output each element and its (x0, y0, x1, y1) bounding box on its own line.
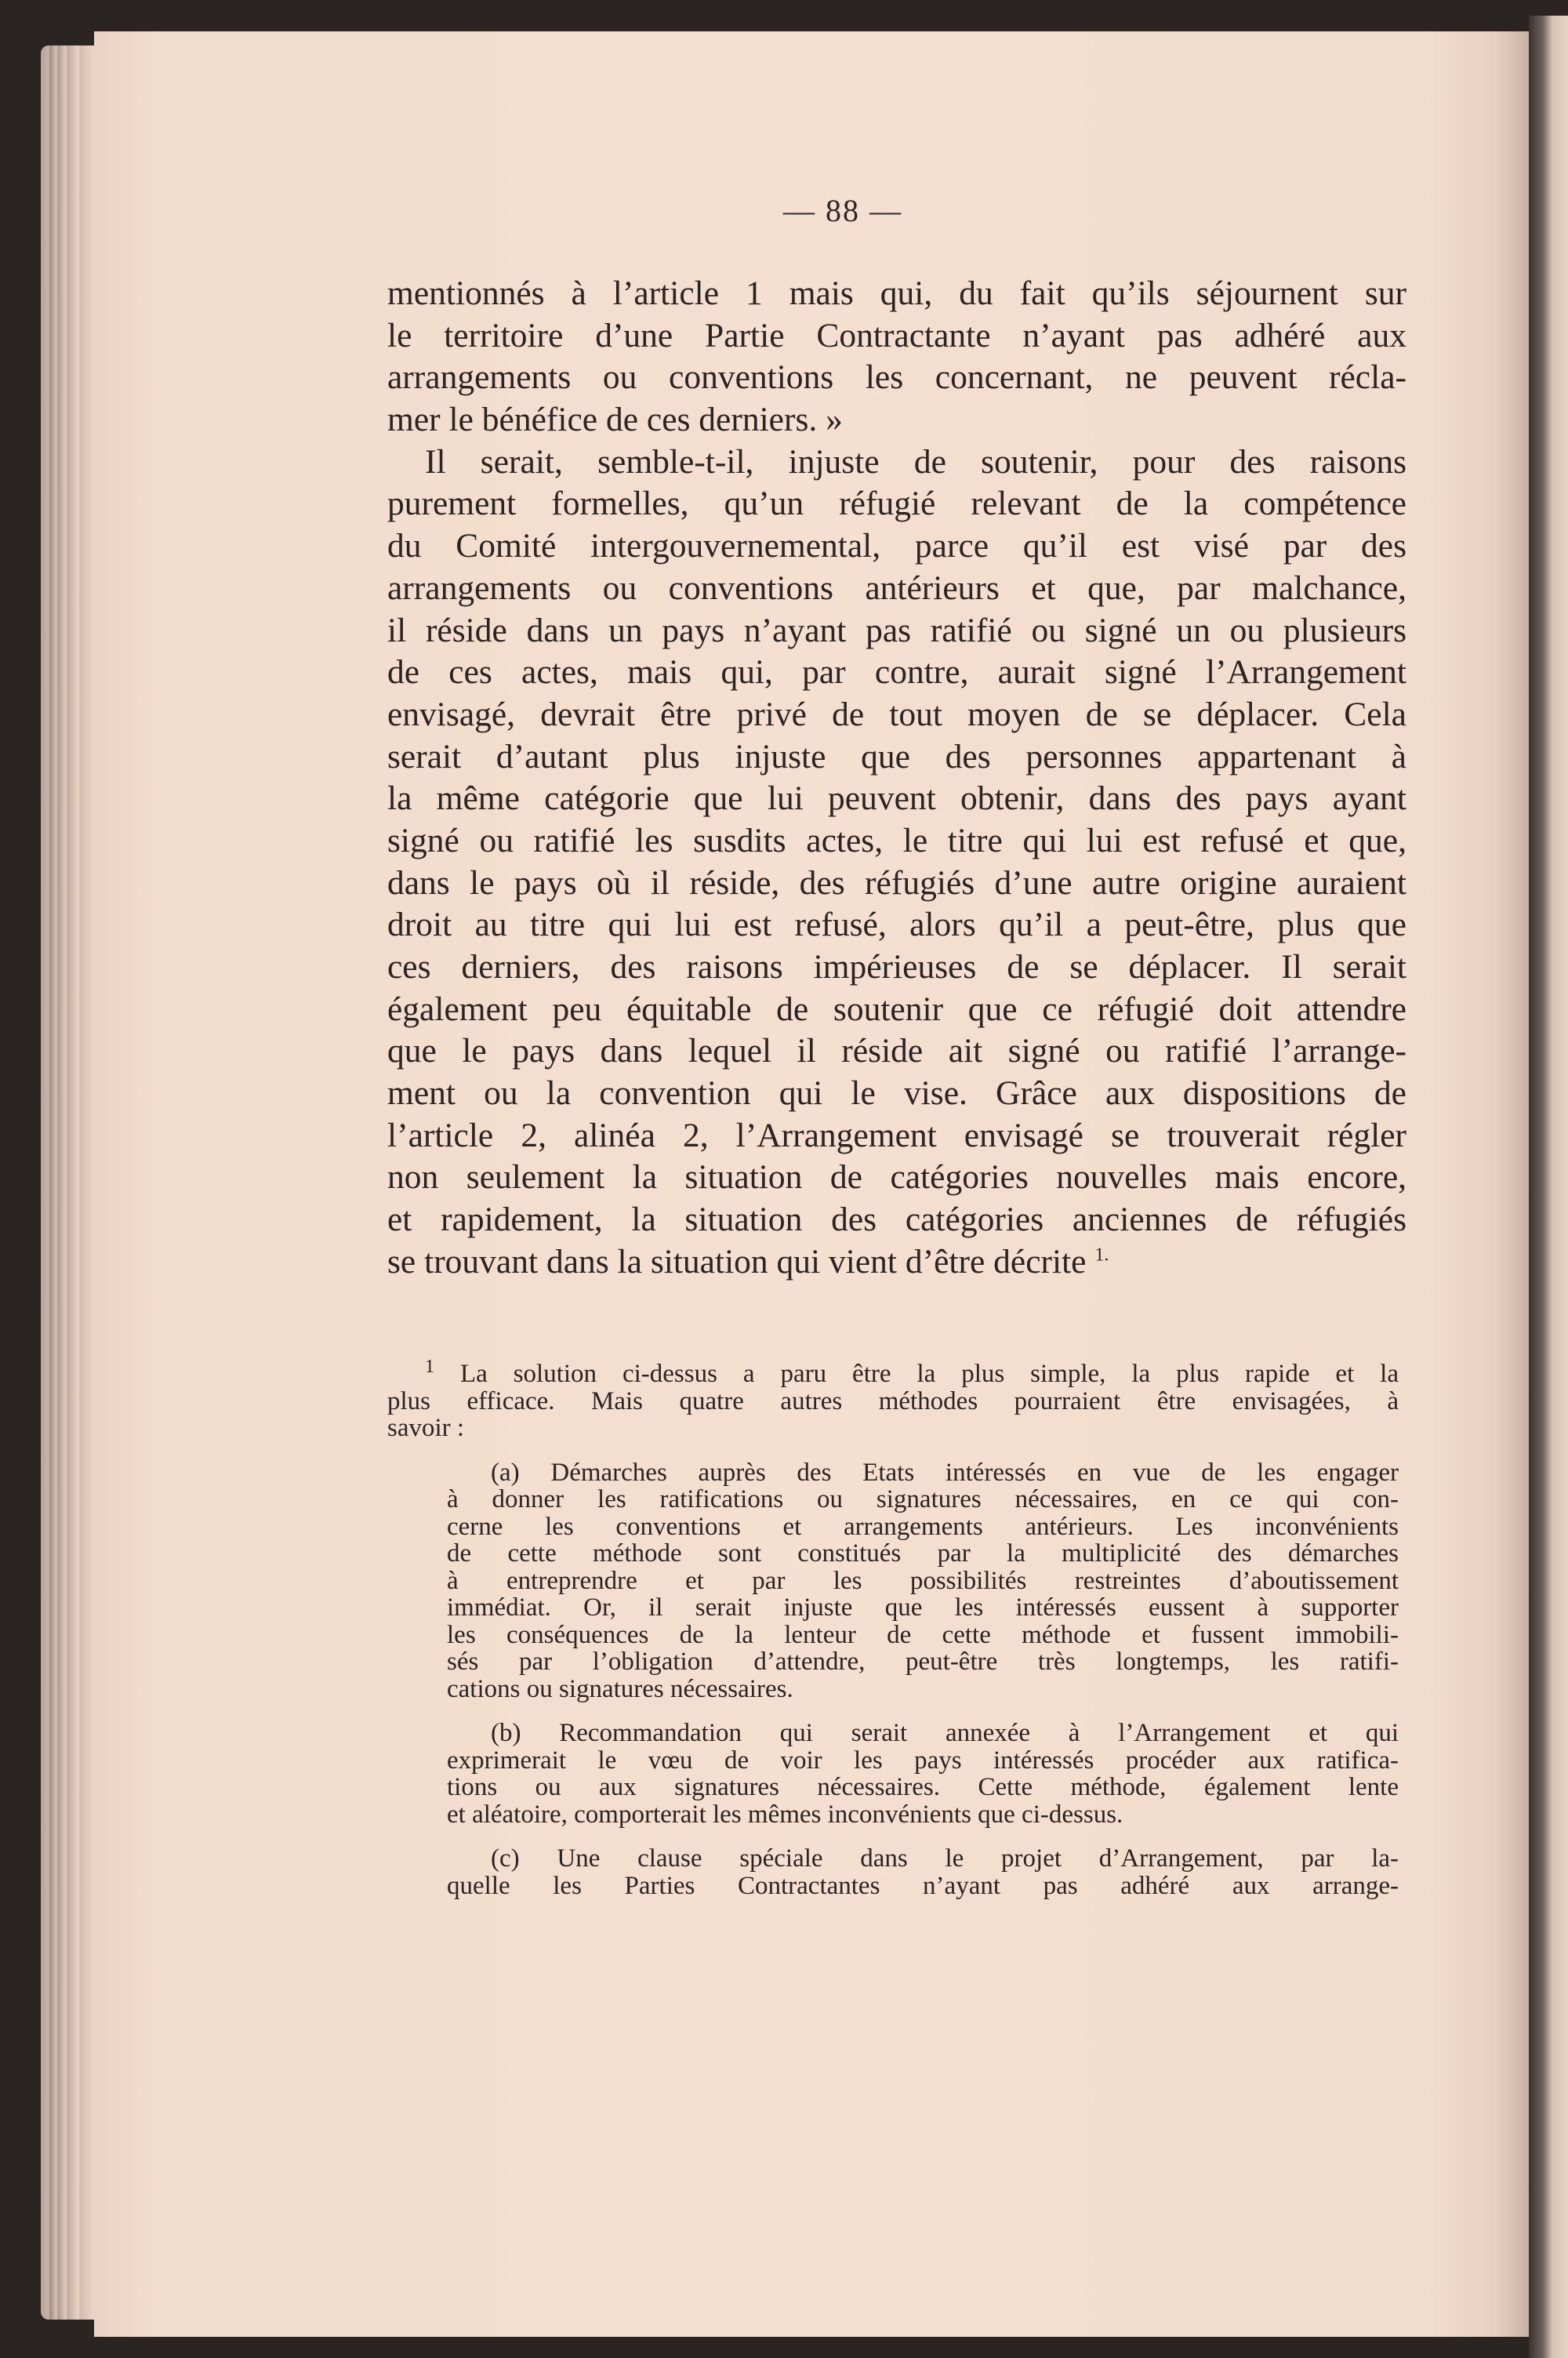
footnote-reference: 1. (1094, 1244, 1109, 1266)
footnote-line: de cette méthode sont constitués par la multiplicité des démarches (447, 1539, 1399, 1568)
footnote-line: tions ou aux signatures nécessaires. Cette méthode, également lente (447, 1773, 1399, 1801)
footnote-line: savoir : (387, 1414, 465, 1442)
footnotes (387, 1357, 1399, 1900)
body-line: du Comité intergouvernemental, parce qu’il est visé par des (387, 527, 1406, 565)
body-line: il réside dans un pays n’ayant pas ratifié ou signé un ou plusieurs (387, 611, 1406, 649)
footnote-line: (c) Une clause spéciale dans le projet d’Arrangement, par la- (491, 1844, 1399, 1873)
body-line: ment ou la convention qui le vise. Grâce aux dispositions de (387, 1074, 1406, 1113)
body-line: arrangements ou conventions antérieurs et que, par malchance, (387, 569, 1406, 607)
body-line: le territoire d’une Partie Contractante n’ayant pas adhéré aux (387, 316, 1406, 354)
body-line: et rapidement, la situation des catégories anciennes de réfugiés (387, 1201, 1406, 1239)
footnote-line: à entreprendre et par les possibilités restreintes d’aboutissement (447, 1566, 1399, 1595)
page-number: — 88 — (783, 193, 902, 228)
body-line: la même catégorie que lui peuvent obtenir, dans des pays ayant (387, 779, 1406, 818)
footnote-item-c (447, 1845, 1399, 1899)
footnote-line: cerne les conventions et arrangements antérieurs. Les inconvénients (447, 1512, 1399, 1541)
body-line: ces derniers, des raisons impérieuses de se déplacer. Il serait (387, 948, 1406, 986)
body-line: serait d’autant plus injuste que des personnes appartenant à (387, 737, 1406, 776)
footnote-line: plus efficace. Mais quatre autres méthodes pourraient être envisagées, à (387, 1386, 1399, 1415)
footnote-marker: 1 (425, 1357, 434, 1377)
body-line: purement formelles, qu’un réfugié relevant de la compétence (387, 485, 1406, 523)
body-line-last (387, 1241, 1406, 1284)
footnote-line: (b) Recommandation qui serait annexée à l’Arrangement et qui (491, 1719, 1399, 1747)
footnote-line (387, 1357, 1399, 1388)
footnote-line: à donner les ratifications ou signatures nécessaires, en ce qui con- (447, 1485, 1399, 1513)
footnote-line: exprimerait le vœu de voir les pays intéressés procéder aux ratifica- (447, 1746, 1399, 1775)
footnote-item-b (447, 1720, 1399, 1828)
body-line: signé ou ratifié les susdits actes, le titre qui lui est refusé et que, (387, 821, 1406, 859)
footnote-item-a (447, 1459, 1399, 1703)
body-line: que le pays dans lequel il réside ait signé ou ratifié l’arrange- (387, 1032, 1406, 1070)
footnote-line: cations ou signatures nécessaires. (447, 1674, 793, 1703)
footnote-line: immédiat. Or, il serait injuste que les intéressés eussent à supporter (447, 1593, 1399, 1622)
facing-page-edge (1529, 16, 1568, 2358)
body-line: arrangements ou conventions les concernant, ne peuvent récla- (387, 358, 1406, 397)
body-line: envisagé, devrait être privé de tout moyen de se déplacer. Cela (387, 695, 1406, 733)
footnote-intro-text: La solution ci-dessus a paru être la plus simple, la plus rapide et la (459, 1360, 1399, 1388)
body-line: l’article 2, alinéa 2, l’Arrangement envisagé se trouverait régler (387, 1116, 1406, 1154)
body-line-text: se trouvant dans la situation qui vient d’être décrite (387, 1242, 1087, 1281)
body-line: non seulement la situation de catégories nouvelles mais encore, (387, 1158, 1406, 1197)
footnote-line: (a) Démarches auprès des Etats intéressés en vue de les engager (491, 1458, 1399, 1487)
body-line: dans le pays où il réside, des réfugiés d’une autre origine auraient (387, 863, 1406, 902)
body-text (387, 273, 1406, 1284)
body-line: de ces actes, mais qui, par contre, aurait signé l’Arrangement (387, 653, 1406, 692)
body-line: également peu équitable de soutenir que ce réfugié doit attendre (387, 990, 1406, 1028)
body-line: mer le bénéfice de ces derniers. » (387, 401, 843, 439)
footnote-line: les conséquences de la lenteur de cette méthode et fussent immobili- (447, 1620, 1399, 1649)
body-line: Il serait, semble-t-il, injuste de soutenir, pour des raisons (425, 442, 1406, 481)
footnote-line: quelle les Parties Contractantes n’ayant pas adhéré aux arrange- (447, 1871, 1399, 1900)
body-line: mentionnés à l’article 1 mais qui, du fait qu’ils séjournent sur (387, 274, 1406, 312)
body-line: droit au titre qui lui est refusé, alors qu’il a peut-être, plus que (387, 906, 1406, 944)
footnote-line: sés par l’obligation d’attendre, peut-être très longtemps, les ratifi- (447, 1648, 1399, 1676)
footnote-line: et aléatoire, comporterait les mêmes inconvénients que ci-dessus. (447, 1800, 1123, 1829)
